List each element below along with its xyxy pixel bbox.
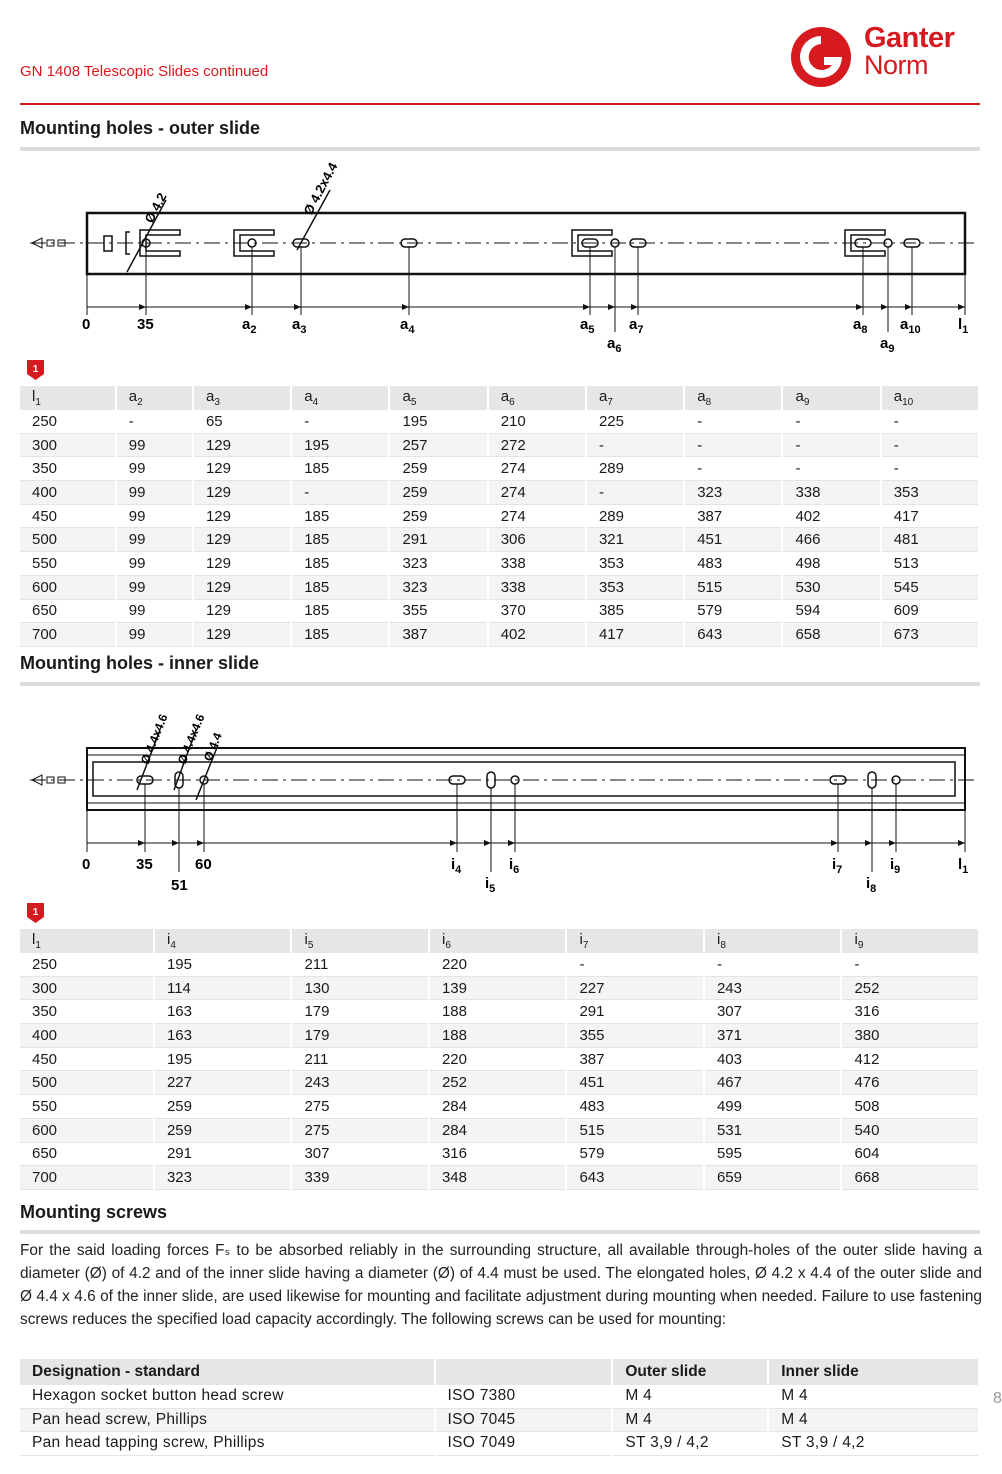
table-cell: 500 [20,528,116,552]
table-cell: 321 [586,528,684,552]
svg-text:a8: $a_8$ [853,316,868,336]
table-cell: 700 [20,1166,154,1190]
table-cell: 163 [154,1024,292,1048]
table-cell: 185 [291,623,389,647]
table-cell: - [291,410,389,433]
table-cell: 129 [193,528,291,552]
table-cell: 99 [116,504,193,528]
hole-label-inner-3: Ø 4.4 [200,730,225,764]
table-cell: 467 [704,1071,842,1095]
table-cell: 129 [193,575,291,599]
table-cell: 643 [566,1166,704,1190]
hole-label-inner-1: Ø 4.4x4.6 [137,711,171,767]
svg-text:a9: $a_9$ [880,335,895,355]
svg-text:a10: $a_{10}$ [900,316,921,336]
inner-header-5: $i_8$ [704,929,842,953]
table-cell: 185 [291,575,389,599]
table-cell: 600 [20,575,116,599]
table-row [20,552,979,576]
table-cell: 185 [291,599,389,623]
table-cell: 400 [20,481,116,505]
table-cell: 252 [429,1071,567,1095]
table-cell: 498 [782,552,880,576]
table-cell: 300 [20,433,116,457]
header-divider [20,103,980,105]
table-cell: 412 [841,1047,979,1071]
ganter-logo-mark-icon [786,22,856,92]
table-cell: 195 [154,953,292,976]
table-row [20,481,979,505]
svg-text:0: 0 [82,856,91,873]
table-cell: 513 [881,552,979,576]
table-cell: 188 [429,1000,567,1024]
page-number: 8 [993,1390,1002,1407]
table-row [20,1432,979,1456]
table-cell: - [291,481,389,505]
table-cell: 130 [291,976,429,1000]
table-row [20,976,979,1000]
table-row [20,1118,979,1142]
outer-header-5: $a_6$ [488,386,586,410]
table-cell: 99 [116,599,193,623]
table-cell: 323 [389,575,487,599]
outer-header-2: $a_3$ [193,386,291,410]
table-cell: 284 [429,1118,567,1142]
table-cell: 450 [20,504,116,528]
table-cell: 387 [684,504,782,528]
svg-text:i8: $i_8$ [866,875,877,895]
table-cell: 353 [586,552,684,576]
table-cell: 129 [193,504,291,528]
table-cell: 129 [193,623,291,647]
svg-text:i4: $i_4$ [451,856,462,876]
table-cell: 225 [586,410,684,433]
table-cell: 466 [782,528,880,552]
table-row [20,433,979,457]
table-cell: 403 [704,1047,842,1071]
table-cell: 220 [429,953,567,976]
svg-text:l1: $l_1$ [958,316,969,336]
table-cell: 531 [704,1118,842,1142]
table-row [20,623,979,647]
table-cell: 323 [389,552,487,576]
table-cell: 338 [488,575,586,599]
outer-header-9: $a_{10}$ [881,386,979,410]
table-cell: 338 [782,481,880,505]
logo-text-ganter: Ganter [864,22,955,54]
table-cell: 673 [881,623,979,647]
table-cell: 451 [684,528,782,552]
table-cell: 65 [193,410,291,433]
svg-text:1: 1 [32,907,39,918]
outer-header-4: $a_5$ [389,386,487,410]
table-row [20,1095,979,1119]
table-cell: 129 [193,599,291,623]
inner-header-1: $i_4$ [154,929,292,953]
table-cell: 658 [782,623,880,647]
table-row [20,410,979,433]
outer-header-0: $l_1$ [20,386,116,410]
inner-header-2: $i_5$ [291,929,429,953]
table-cell: 210 [488,410,586,433]
svg-text:51: 51 [171,877,188,894]
dim-0: 0 [82,316,91,333]
table-cell: 257 [389,433,487,457]
table-row [20,1047,979,1071]
inner-slide-body [87,748,965,810]
table-cell: 499 [704,1095,842,1119]
table-cell: 259 [154,1095,292,1119]
ganter-norm-logo [786,22,986,92]
table-cell: 595 [704,1142,842,1166]
table-cell: ST 3,9 / 4,2 [612,1432,768,1456]
inner-slide-drawing [0,700,1000,900]
table-cell: 99 [116,575,193,599]
table-cell: 579 [684,599,782,623]
table-cell: 289 [586,457,684,481]
table-cell: - [704,953,842,976]
table-cell: 530 [782,575,880,599]
svg-text:35: 35 [136,856,153,873]
table-cell: 402 [488,623,586,647]
section-rule-inner [20,682,980,686]
table-cell: 643 [684,623,782,647]
table-row [20,457,979,481]
table-cell: 259 [389,504,487,528]
table-cell: 350 [20,1000,154,1024]
table-cell: M 4 [612,1408,768,1432]
table-cell: 291 [154,1142,292,1166]
table-cell: 274 [488,481,586,505]
svg-text:a3: $a_3$ [292,316,307,336]
svg-text:l1: $l_1$ [958,856,969,876]
table-cell: - [566,953,704,976]
table-cell: ISO 7045 [435,1408,613,1432]
table-cell: 275 [291,1118,429,1142]
screws-header-0: Designation - standard [20,1359,435,1385]
table-cell: 185 [291,528,389,552]
table-cell: 179 [291,1024,429,1048]
screws-header-2: Outer slide [612,1359,768,1385]
table-cell: 385 [586,599,684,623]
table-cell: 163 [154,1000,292,1024]
svg-text:a7: $a_7$ [629,316,644,336]
table-cell: - [881,457,979,481]
section-title-outer: Mounting holes - outer slide [20,118,260,138]
table-cell: 380 [841,1024,979,1048]
table-cell: 370 [488,599,586,623]
table-cell: 227 [154,1071,292,1095]
screws-table [20,1359,980,1456]
table-cell: 348 [429,1166,567,1190]
outer-header-8: $a_9$ [782,386,880,410]
table-cell: 659 [704,1166,842,1190]
table-cell: 274 [488,504,586,528]
table-cell: 259 [154,1118,292,1142]
table-cell: M 4 [612,1385,768,1408]
table-cell: 481 [881,528,979,552]
logo-text-norm: Norm [864,50,928,80]
table-row [20,528,979,552]
svg-text:1: 1 [32,364,39,375]
table-cell: 252 [841,976,979,1000]
table-row [20,1024,979,1048]
svg-text:a4: $a_4$ [400,316,415,336]
table-cell: 604 [841,1142,979,1166]
table-cell: 402 [782,504,880,528]
table-cell: 350 [20,457,116,481]
table-cell: 129 [193,552,291,576]
svg-text:i7: $i_7$ [832,856,843,876]
svg-text:60: 60 [195,856,212,873]
table-row [20,1142,979,1166]
table-cell: 195 [389,410,487,433]
table-cell: 323 [154,1166,292,1190]
screws-paragraph: For the said loading forces Fₛ to be absorbed reliably in the surrounding structure, all available through-holes of the outer slide having a diameter (Ø) of 4.2 and of the inner slide having a diameter (Ø) of 4.4 must be used. The elongated holes, Ø 4.2 x 4.4 of the outer slide and Ø 4.4 x 4.6 of the inner slide, are used likewise for mounting and facilitate adjustment during mounting when needed. Failure to use fastening screws reduces the specified load capacity accordingly. The following screws can be used for mounting: [20,1242,982,1328]
table-cell: 185 [291,552,389,576]
section-rule-screws [20,1230,980,1234]
table-cell: 609 [881,599,979,623]
table-cell: 272 [488,433,586,457]
screws-header-3: Inner slide [768,1359,979,1385]
table-cell: 355 [389,599,487,623]
table-cell: 185 [291,457,389,481]
table-cell: 259 [389,481,487,505]
hole-label-outer-2: Ø 4.2x4.4 [300,159,341,218]
svg-text:i5: $i_5$ [485,875,496,895]
table-cell: 179 [291,1000,429,1024]
table-cell: 211 [291,1047,429,1071]
table-cell: Pan head tapping screw, Phillips [20,1432,435,1456]
table-cell: 700 [20,623,116,647]
table-cell: 284 [429,1095,567,1119]
table-cell: 188 [429,1024,567,1048]
section-rule-outer [20,147,980,151]
table-cell: 99 [116,481,193,505]
table-cell: Pan head screw, Phillips [20,1408,435,1432]
table-cell: 338 [488,552,586,576]
table-cell: 291 [566,1000,704,1024]
table-cell: 195 [154,1047,292,1071]
table-cell: 227 [566,976,704,1000]
table-cell: 594 [782,599,880,623]
table-cell: 275 [291,1095,429,1119]
table-cell: 400 [20,1024,154,1048]
table-cell: 450 [20,1047,154,1071]
table-cell: 387 [566,1047,704,1071]
table-cell: 259 [389,457,487,481]
table-cell: 129 [193,457,291,481]
table-row [20,599,979,623]
table-cell: 99 [116,552,193,576]
table-cell: 483 [566,1095,704,1119]
table-cell: 508 [841,1095,979,1119]
inner-header-6: $i_9$ [841,929,979,953]
table-cell: 99 [116,528,193,552]
table-cell: 300 [20,976,154,1000]
table-cell: 291 [389,528,487,552]
table-cell: - [782,457,880,481]
table-cell: 243 [291,1071,429,1095]
table-cell: - [116,410,193,433]
table-row [20,575,979,599]
table-cell: 195 [291,433,389,457]
table-cell: 540 [841,1118,979,1142]
table-cell: 316 [429,1142,567,1166]
dim-35: 35 [137,316,154,333]
svg-text:i6: $i_6$ [509,856,520,876]
table-row [20,1071,979,1095]
table-cell: ST 3,9 / 4,2 [768,1432,979,1456]
table-cell: 545 [881,575,979,599]
document-title: GN 1408 Telescopic Slides continued [20,63,269,80]
table-cell: 371 [704,1024,842,1048]
svg-text:a6: $a_6$ [607,335,622,355]
table-cell: 306 [488,528,586,552]
inner-header-4: $i_7$ [566,929,704,953]
section-title-screws: Mounting screws [20,1202,168,1222]
outer-header-7: $a_8$ [684,386,782,410]
table-cell: 99 [116,623,193,647]
table-cell: 220 [429,1047,567,1071]
table-cell: 550 [20,1095,154,1119]
inner-header-3: $i_6$ [429,929,567,953]
table-cell: 353 [586,575,684,599]
table-cell: - [881,410,979,433]
table-cell: - [841,953,979,976]
table-cell: - [586,433,684,457]
table-cell: 99 [116,433,193,457]
table-cell: 417 [586,623,684,647]
table-cell: - [881,433,979,457]
table-row [20,1000,979,1024]
table-cell: 307 [291,1142,429,1166]
table-cell: ISO 7380 [435,1385,613,1408]
outer-header-3: $a_4$ [291,386,389,410]
table-cell: 550 [20,552,116,576]
outer-header-1: $a_2$ [116,386,193,410]
hole-label-inner-2: Ø 4.4x4.6 [174,711,208,767]
hole-label-outer-1: Ø 4.2 [141,190,170,226]
svg-text:i9: $i_9$ [890,856,901,876]
table-cell: 99 [116,457,193,481]
table-cell: 129 [193,433,291,457]
table-cell: 211 [291,953,429,976]
table-cell: 243 [704,976,842,1000]
table-row [20,953,979,976]
table-cell: - [782,433,880,457]
table-cell: 114 [154,976,292,1000]
table-cell: 515 [566,1118,704,1142]
table-cell: - [684,410,782,433]
outer-header-6: $a_7$ [586,386,684,410]
table-cell: 650 [20,599,116,623]
note-badge-inner [27,903,44,923]
table-cell: - [684,457,782,481]
table-cell: 483 [684,552,782,576]
table-cell: 129 [193,481,291,505]
table-cell: 139 [429,976,567,1000]
table-cell: 650 [20,1142,154,1166]
table-cell: 339 [291,1166,429,1190]
svg-text:a2: $a_2$ [242,316,257,336]
table-cell: 500 [20,1071,154,1095]
table-cell: - [684,433,782,457]
table-cell: 289 [586,504,684,528]
table-cell: 185 [291,504,389,528]
table-cell: 668 [841,1166,979,1190]
svg-text:a5: $a_5$ [580,316,595,336]
table-cell: M 4 [768,1385,979,1408]
outer-slide-table [20,386,980,647]
table-cell: 579 [566,1142,704,1166]
screws-header-1 [435,1359,613,1385]
table-cell: 451 [566,1071,704,1095]
table-cell: 600 [20,1118,154,1142]
table-cell: 476 [841,1071,979,1095]
table-cell: 307 [704,1000,842,1024]
table-row [20,504,979,528]
table-cell: 515 [684,575,782,599]
table-row [20,1408,979,1432]
inner-slide-table [20,929,980,1190]
table-cell: 250 [20,953,154,976]
table-row [20,1166,979,1190]
section-title-inner: Mounting holes - inner slide [20,653,260,673]
table-cell: - [586,481,684,505]
note-badge-outer [27,360,44,380]
table-cell: 353 [881,481,979,505]
table-cell: M 4 [768,1408,979,1432]
table-cell: Hexagon socket button head screw [20,1385,435,1408]
table-cell: 250 [20,410,116,433]
table-cell: 323 [684,481,782,505]
table-cell: 355 [566,1024,704,1048]
table-cell: 316 [841,1000,979,1024]
outer-slide-drawing [0,160,1000,360]
table-cell: ISO 7049 [435,1432,613,1456]
table-cell: 274 [488,457,586,481]
table-cell: 387 [389,623,487,647]
table-cell: - [782,410,880,433]
inner-header-0: $l_1$ [20,929,154,953]
table-row [20,1385,979,1408]
table-cell: 417 [881,504,979,528]
